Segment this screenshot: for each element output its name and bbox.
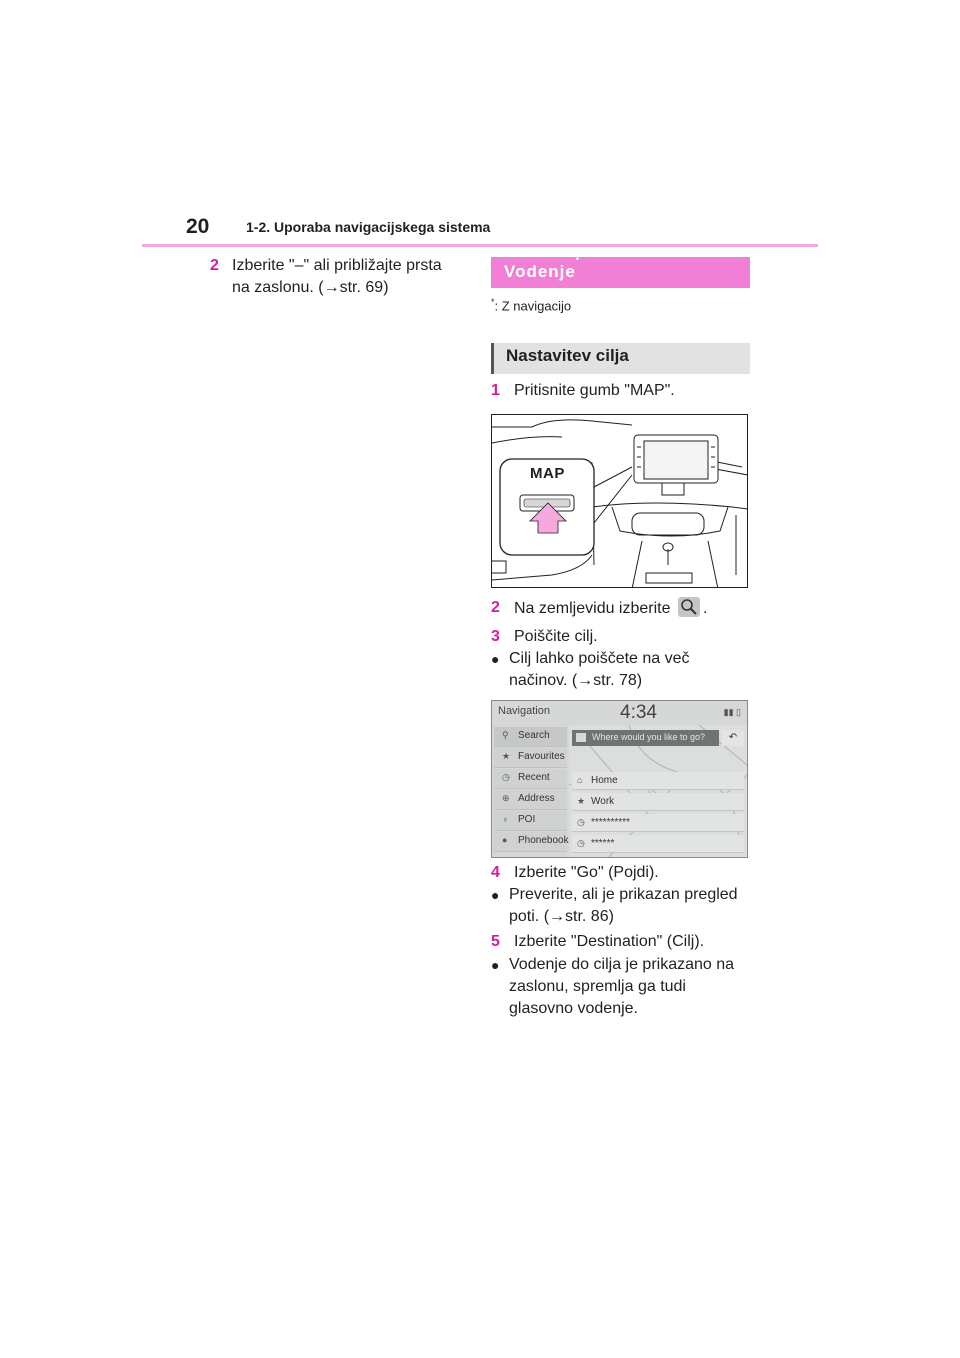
dashboard-drawing [492, 415, 748, 588]
sidebar-item-label: Recent [518, 772, 550, 783]
sidebar-item-address[interactable] [494, 790, 567, 810]
step-text: Pritisnite gumb "MAP". [514, 382, 675, 399]
sidebar-item-label: Phonebook [518, 835, 569, 846]
keyboard-icon [576, 733, 586, 742]
sidebar-item-phonebook[interactable] [494, 832, 567, 852]
footnote-mark: * [491, 297, 495, 307]
sidebar-item-label: Favourites [518, 751, 565, 762]
sidebar-item-search[interactable] [494, 727, 567, 747]
star-icon: ★ [502, 751, 511, 761]
navigation-screen-illustration [491, 700, 748, 858]
pin-icon: ♁ [502, 814, 509, 824]
section-title: Vodenje [504, 262, 576, 281]
list-item-recent-1[interactable] [572, 814, 744, 832]
step-number: 5 [491, 933, 500, 950]
bullet-dot: ● [491, 887, 500, 903]
search-icon [678, 597, 700, 617]
step-number: 2 [491, 599, 500, 616]
sidebar-item-label: POI [518, 814, 536, 825]
list-item-label: Work [591, 796, 615, 807]
home-icon: ⌂ [577, 775, 583, 785]
list-item-recent-2[interactable] [572, 835, 744, 853]
bullet-dot: ● [491, 957, 500, 973]
subsection-title: Nastavitev cilja [506, 346, 629, 365]
list-item-label: ****** [591, 838, 615, 849]
dashboard-illustration [491, 414, 748, 588]
step-text: Na zemljevidu izberite . [514, 597, 751, 620]
star-icon: ★ [577, 796, 586, 806]
header-divider [142, 244, 818, 247]
sidebar-item-label: Address [518, 793, 555, 804]
clock-icon: ◷ [577, 838, 585, 848]
section-footnote [491, 297, 571, 313]
bullet-text: Preverite, ali je prikazan pregled poti. (→str. 86) [509, 886, 738, 925]
status-icons: ▮▮ ▯ [723, 707, 741, 717]
person-icon: ● [502, 835, 508, 845]
step-number: 4 [491, 864, 500, 881]
sidebar-item-favourites[interactable] [494, 748, 567, 768]
page-number: 20 [186, 215, 210, 238]
bullet-dot: ● [491, 651, 500, 667]
destination-search-input[interactable]: Where would you like to go? [572, 730, 719, 746]
step-number: 1 [491, 382, 500, 399]
nav-screen-title: Navigation [498, 705, 550, 717]
bullet-text: Cilj lahko poiščete na več načinov. (→str. 78) [509, 650, 690, 689]
clock-icon: ◷ [502, 772, 510, 782]
map-button-label: MAP [530, 465, 565, 482]
back-button[interactable]: ↶ [722, 730, 744, 746]
step-text: Poiščite cilj. [514, 628, 598, 645]
sidebar-item-poi[interactable] [494, 811, 567, 831]
step-text: Izberite "–" ali približajte prsta na zaslonu. (→str. 69) [232, 257, 442, 296]
list-item-work[interactable] [572, 793, 744, 811]
step-number: 2 [210, 257, 219, 274]
section-title-mark: * [575, 256, 580, 266]
clock-icon: ◷ [577, 817, 585, 827]
sidebar-item-label: Search [518, 730, 550, 741]
section-heading [491, 257, 750, 288]
search-icon: ⚲ [502, 730, 509, 740]
step-number: 3 [491, 628, 500, 645]
bullet-text: Vodenje do cilja je prikazano na zaslonu, spremlja ga tudi glasovno vodenje. [509, 956, 735, 1017]
address-icon: ⊕ [502, 793, 510, 803]
step-text: Izberite "Destination" (Cilj). [514, 933, 705, 950]
subsection-heading [491, 343, 750, 374]
section-header: 1-2. Uporaba navigacijskega sistema [246, 219, 491, 235]
list-item-home[interactable] [572, 772, 744, 790]
list-item-label: Home [591, 775, 618, 786]
footnote-text: : Z navigacijo [494, 298, 572, 314]
sidebar-item-recent[interactable] [494, 769, 567, 789]
list-item-label: ********** [591, 817, 630, 828]
nav-clock: 4:34 [620, 702, 657, 723]
step-text: Izberite "Go" (Pojdi). [514, 864, 659, 881]
